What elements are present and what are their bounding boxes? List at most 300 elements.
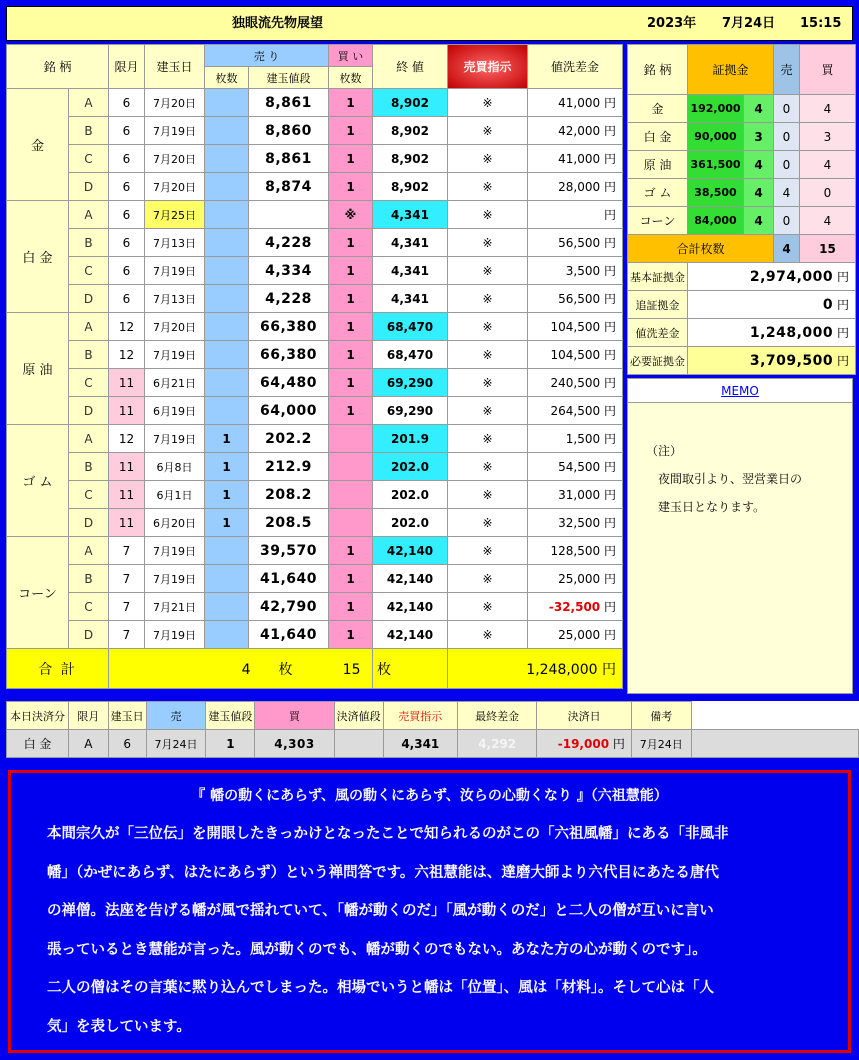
table-row (7, 341, 623, 369)
entry-price: 4,228 (249, 229, 329, 257)
total-label: 合 計 (7, 649, 109, 689)
buy-qty: 1 (329, 341, 373, 369)
row-month: 11 (109, 481, 145, 509)
buy-qty: 1 (329, 621, 373, 649)
diff-value: 240,500 (550, 376, 601, 390)
margin-diff (528, 425, 623, 453)
sell-qty (205, 257, 249, 285)
row-id: D (69, 173, 109, 201)
buy-qty: 1 (329, 89, 373, 117)
entry-price: 42,790 (249, 593, 329, 621)
acct-col-symbol: 銘 柄 (628, 45, 688, 95)
row-id: B (69, 453, 109, 481)
instruction[interactable]: ※ (448, 257, 528, 285)
close-price: 42,140 (373, 593, 448, 621)
margin-diff (528, 565, 623, 593)
close-price: 69,290 (373, 369, 448, 397)
acct-qty: 4 (744, 95, 774, 123)
unit-label: 円 (603, 208, 616, 222)
buy-qty (329, 481, 373, 509)
quote-title: 『 幡の動くにあらず、風の動くにあらず、汝らの心動くなり 』（六祖慧能） (191, 788, 668, 804)
instruction[interactable]: ※ (448, 201, 528, 229)
memo-line: 夜間取引より、翌営業日の (646, 472, 803, 486)
acct-qty: 4 (744, 151, 774, 179)
close-price: 8,902 (373, 173, 448, 201)
table-row (7, 285, 623, 313)
diff-value: 41,000 (558, 96, 601, 110)
margin-diff (528, 341, 623, 369)
acct-margin: 84,000 (688, 207, 744, 235)
basic-value (688, 263, 856, 291)
row-date: 7月13日 (145, 229, 205, 257)
buy-qty: 1 (329, 397, 373, 425)
row-date: 7月20日 (145, 89, 205, 117)
table-row (7, 425, 623, 453)
row-id: A (69, 201, 109, 229)
margin-diff (528, 537, 623, 565)
unit-label: 円 (603, 460, 616, 474)
table-row (7, 257, 623, 285)
sell-qty: 1 (205, 481, 249, 509)
row-month: 6 (109, 229, 145, 257)
acct-sell: 0 (774, 207, 800, 235)
instruction[interactable]: ※ (448, 537, 528, 565)
row-month: 6 (109, 89, 145, 117)
acct-qty: 4 (744, 207, 774, 235)
table-row (7, 145, 623, 173)
sell-qty (205, 565, 249, 593)
buy-qty: 1 (329, 117, 373, 145)
quote-box (8, 770, 851, 1053)
entry-price: 202.2 (249, 425, 329, 453)
entry-price: 8,861 (249, 89, 329, 117)
sell-qty (205, 89, 249, 117)
row-id: C (69, 481, 109, 509)
col-buy-qty: 枚数 (329, 67, 373, 89)
group-name: ゴ ム (7, 425, 69, 537)
diff-value: 128,500 (550, 544, 601, 558)
row-date: 7月20日 (145, 173, 205, 201)
header-date: 7月24日 (722, 16, 776, 31)
summary-row (628, 319, 856, 347)
acct-sell: 0 (774, 123, 800, 151)
row-id: A (69, 313, 109, 341)
memo-link[interactable]: MEMO (628, 379, 852, 403)
settle-id: A (68, 730, 108, 758)
header-row (7, 45, 623, 67)
quote-line: 張っているとき慧能が言った。風が動くのでも、幡が動くのでもない。あなた方の心が動くのです」。 (47, 941, 707, 958)
sell-qty (205, 117, 249, 145)
settle-month: 6 (108, 730, 146, 758)
sell-qty (205, 201, 249, 229)
row-date: 7月19日 (145, 117, 205, 145)
table-row (7, 201, 623, 229)
settle-sell: 1 (206, 730, 255, 758)
diff-value: 56,500 (558, 292, 601, 306)
sell-qty (205, 285, 249, 313)
value: 0 (822, 297, 834, 313)
diff-label: 値洗差金 (628, 319, 688, 347)
settle-symbol: 白 金 (7, 730, 69, 758)
acct-margin: 90,000 (688, 123, 744, 151)
unit-label: 円 (836, 270, 849, 284)
row-id: B (69, 565, 109, 593)
row-month: 6 (109, 257, 145, 285)
settle-col: 最終差金 (458, 702, 537, 730)
sell-qty (205, 369, 249, 397)
settle-col: 決済値段 (334, 702, 383, 730)
total-diff-value: 1,248,000 (526, 661, 598, 678)
sell-qty (205, 229, 249, 257)
sell-qty (205, 313, 249, 341)
row-date: 7月19日 (145, 425, 205, 453)
col-symbol: 銘 柄 (7, 45, 109, 89)
diff-value: 56,500 (558, 236, 601, 250)
unit-label: 円 (603, 292, 616, 306)
close-price: 4,341 (373, 285, 448, 313)
required-value (688, 347, 856, 375)
buy-qty: 1 (329, 173, 373, 201)
diff-value: -32,500 (548, 600, 601, 614)
margin-diff (528, 285, 623, 313)
row-date: 7月25日 (145, 201, 205, 229)
margin-diff (528, 257, 623, 285)
diff-value: 264,500 (550, 404, 601, 418)
unit-label: 円 (602, 661, 616, 678)
row-date: 7月20日 (145, 313, 205, 341)
diff-value: 28,000 (558, 180, 601, 194)
diff-value (688, 319, 856, 347)
table-row (7, 313, 623, 341)
row-month: 7 (109, 565, 145, 593)
entry-price: 4,334 (249, 257, 329, 285)
unit-label: 円 (603, 152, 616, 166)
buy-qty: ※ (329, 201, 373, 229)
settle-col: 備考 (631, 702, 691, 730)
settle-col: 売買指示 (383, 702, 457, 730)
diff-value: 32,500 (558, 516, 601, 530)
quote-line: 二人の僧はその言葉に黙り込んでしまった。相場でいうと幡は「位置」、風は「材料」。そして心は「人 (47, 980, 714, 996)
unit-label: 円 (603, 572, 616, 586)
margin-diff (528, 117, 623, 145)
diff-value: 54,500 (558, 460, 601, 474)
diff-value: 104,500 (550, 320, 601, 334)
diff-value: 42,000 (558, 124, 601, 138)
margin-diff (528, 229, 623, 257)
summary-row (628, 347, 856, 375)
row-month: 11 (109, 397, 145, 425)
acct-total-label: 合計枚数 (628, 235, 774, 263)
row-month: 12 (109, 341, 145, 369)
buy-qty: 1 (329, 285, 373, 313)
settle-settle-date: 7月24日 (631, 730, 691, 758)
basic-label: 基本証拠金 (628, 263, 688, 291)
row-date: 7月19日 (145, 341, 205, 369)
table-row (7, 509, 623, 537)
diff-value: 25,000 (558, 572, 601, 586)
memo-line: （注） (646, 444, 683, 458)
header-row (7, 702, 859, 730)
instruction[interactable]: ※ (448, 285, 528, 313)
close-price: 42,140 (373, 621, 448, 649)
row-date: 7月19日 (145, 257, 205, 285)
total-diff (448, 649, 623, 689)
acct-qty: 3 (744, 123, 774, 151)
entry-price: 66,380 (249, 341, 329, 369)
close-price: 8,902 (373, 89, 448, 117)
quote-line: の禅僧。法座を告げる幡が風で揺れていて、「幡が動くのだ」「風が動くのだ」と二人の僧が互いに言い (47, 903, 714, 919)
total-row (7, 649, 623, 689)
quote-line: 気」を表しています。 (47, 1018, 191, 1035)
settle-instruction: 4,292 (458, 730, 537, 758)
unit-label: 円 (603, 96, 616, 110)
unit-label: 円 (603, 320, 616, 334)
row-date: 6月19日 (145, 397, 205, 425)
close-price: 202.0 (373, 509, 448, 537)
col-entry-date: 建玉日 (145, 45, 205, 89)
add-label: 追証拠金 (628, 291, 688, 319)
buy-qty: 1 (329, 313, 373, 341)
header-time: 15:15 (800, 16, 842, 31)
row-month: 11 (109, 369, 145, 397)
settle-col: 売 (146, 702, 206, 730)
entry-price: 8,861 (249, 145, 329, 173)
unit-label: 円 (603, 516, 616, 530)
entry-price: 208.2 (249, 481, 329, 509)
row-id: A (69, 425, 109, 453)
settlement-table (6, 701, 859, 758)
sell-qty (205, 537, 249, 565)
group-name: 原 油 (7, 313, 69, 425)
settle-col: 本日決済分 (7, 702, 69, 730)
close-price: 202.0 (373, 481, 448, 509)
entry-price: 41,640 (249, 621, 329, 649)
row-date: 7月21日 (145, 593, 205, 621)
entry-price: 64,480 (249, 369, 329, 397)
total-sell (109, 649, 373, 689)
acct-col-margin: 証拠金 (688, 45, 774, 95)
settle-final (537, 730, 632, 758)
close-price: 4,341 (373, 201, 448, 229)
unit-label: 枚 (278, 661, 293, 678)
account-table (627, 44, 856, 375)
row-month: 7 (109, 537, 145, 565)
memo-line: 建玉日となります。 (646, 500, 766, 514)
close-price: 4,341 (373, 257, 448, 285)
row-date: 7月20日 (145, 145, 205, 173)
add-value (688, 291, 856, 319)
acct-buy: 3 (800, 123, 856, 151)
row-month: 11 (109, 509, 145, 537)
acct-buy: 4 (800, 95, 856, 123)
table-row (7, 229, 623, 257)
total-row (628, 235, 856, 263)
buy-qty: 1 (329, 369, 373, 397)
memo-panel (627, 378, 853, 694)
value: 2,974,000 (749, 269, 834, 285)
header-row (628, 45, 856, 95)
table-row (7, 453, 623, 481)
row-date: 6月8日 (145, 453, 205, 481)
row-id: A (69, 537, 109, 565)
acct-symbol: ゴ ム (628, 179, 688, 207)
required-label: 必要証拠金 (628, 347, 688, 375)
row-id: A (69, 89, 109, 117)
buy-qty: 1 (329, 593, 373, 621)
margin-diff (528, 453, 623, 481)
unit-label: 円 (603, 376, 616, 390)
total-buy-qty: 15 (342, 661, 361, 678)
entry-price: 39,570 (249, 537, 329, 565)
sell-qty (205, 621, 249, 649)
table-row (628, 151, 856, 179)
row-month: 12 (109, 313, 145, 341)
instruction[interactable]: ※ (448, 565, 528, 593)
settle-close: 4,341 (383, 730, 457, 758)
diff-value: 1,500 (565, 432, 601, 446)
row-date: 6月21日 (145, 369, 205, 397)
instruction[interactable]: ※ (448, 481, 528, 509)
row-id: C (69, 257, 109, 285)
margin-diff (528, 313, 623, 341)
entry-price: 208.5 (249, 509, 329, 537)
entry-price (249, 201, 329, 229)
entry-price: 8,874 (249, 173, 329, 201)
settle-col: 決済日 (537, 702, 632, 730)
table-row (7, 397, 623, 425)
sell-qty: 1 (205, 453, 249, 481)
sell-qty (205, 173, 249, 201)
settle-col: 建玉日 (108, 702, 146, 730)
row-date: 7月13日 (145, 285, 205, 313)
row-date: 6月20日 (145, 509, 205, 537)
row-id: C (69, 145, 109, 173)
instruction[interactable]: ※ (448, 509, 528, 537)
close-price: 8,902 (373, 117, 448, 145)
unit-label: 円 (603, 600, 616, 614)
acct-symbol: 原 油 (628, 151, 688, 179)
acct-symbol: コーン (628, 207, 688, 235)
unit-label: 円 (836, 326, 849, 340)
instruction[interactable]: ※ (448, 229, 528, 257)
row-month: 6 (109, 145, 145, 173)
row-month: 11 (109, 453, 145, 481)
instruction[interactable]: ※ (448, 369, 528, 397)
diff-value: 104,500 (550, 348, 601, 362)
row-month: 6 (109, 173, 145, 201)
sell-qty (205, 593, 249, 621)
row-date: 7月19日 (145, 621, 205, 649)
final-diff-value: -19,000 (557, 737, 610, 751)
instruction[interactable]: ※ (448, 89, 528, 117)
row-id: D (69, 621, 109, 649)
col-instruction: 売買指示 (448, 45, 528, 89)
settle-date: 7月24日 (146, 730, 206, 758)
table-row (7, 481, 623, 509)
unit-label: 円 (612, 737, 625, 751)
buy-qty (329, 425, 373, 453)
instruction[interactable]: ※ (448, 341, 528, 369)
table-row (7, 565, 623, 593)
unit-label: 円 (603, 348, 616, 362)
row-id: C (69, 369, 109, 397)
sell-qty: 1 (205, 509, 249, 537)
row-date: 7月19日 (145, 537, 205, 565)
sell-qty (205, 397, 249, 425)
settle-col: 限月 (68, 702, 108, 730)
instruction[interactable]: ※ (448, 313, 528, 341)
positions-table (6, 44, 623, 689)
summary-row (628, 263, 856, 291)
buy-qty: 1 (329, 145, 373, 173)
settle-col: 買 (255, 702, 334, 730)
margin-diff (528, 201, 623, 229)
margin-diff (528, 621, 623, 649)
acct-total-buy: 15 (800, 235, 856, 263)
buy-qty: 1 (329, 257, 373, 285)
sell-qty: 1 (205, 425, 249, 453)
margin-diff (528, 397, 623, 425)
diff-value: 25,000 (558, 628, 601, 642)
summary-row (628, 291, 856, 319)
entry-price: 41,640 (249, 565, 329, 593)
instruction[interactable]: ※ (448, 173, 528, 201)
instruction[interactable]: ※ (448, 145, 528, 173)
row-id: C (69, 593, 109, 621)
col-buy: 買 い (329, 45, 373, 67)
instruction[interactable]: ※ (448, 453, 528, 481)
close-price: 42,140 (373, 537, 448, 565)
margin-diff (528, 173, 623, 201)
close-price: 4,341 (373, 229, 448, 257)
entry-price: 64,000 (249, 397, 329, 425)
instruction[interactable]: ※ (448, 397, 528, 425)
unit-label: 円 (603, 628, 616, 642)
buy-qty: 1 (329, 229, 373, 257)
unit-label: 円 (836, 354, 849, 368)
page-title: 独眼流先物展望 (232, 16, 324, 31)
row-date: 7月19日 (145, 565, 205, 593)
entry-price: 8,860 (249, 117, 329, 145)
quote-body (11, 815, 848, 1046)
total-sell-qty: 4 (241, 661, 251, 678)
close-price: 42,140 (373, 565, 448, 593)
acct-margin: 38,500 (688, 179, 744, 207)
acct-sell: 0 (774, 151, 800, 179)
row-id: B (69, 117, 109, 145)
group-name: 白 金 (7, 201, 69, 313)
diff-value: 31,000 (558, 488, 601, 502)
margin-diff (528, 509, 623, 537)
close-price: 68,470 (373, 313, 448, 341)
instruction[interactable]: ※ (448, 621, 528, 649)
acct-qty: 4 (744, 179, 774, 207)
instruction[interactable]: ※ (448, 593, 528, 621)
instruction[interactable]: ※ (448, 425, 528, 453)
unit-label: 円 (603, 404, 616, 418)
buy-qty (329, 509, 373, 537)
table-row (628, 179, 856, 207)
unit-label: 円 (603, 544, 616, 558)
margin-diff (528, 369, 623, 397)
group-name: 金 (7, 89, 69, 201)
instruction[interactable]: ※ (448, 117, 528, 145)
sell-qty (205, 341, 249, 369)
unit-label: 円 (836, 298, 849, 312)
acct-total-sell: 4 (774, 235, 800, 263)
diff-value: 41,000 (558, 152, 601, 166)
acct-sell: 4 (774, 179, 800, 207)
